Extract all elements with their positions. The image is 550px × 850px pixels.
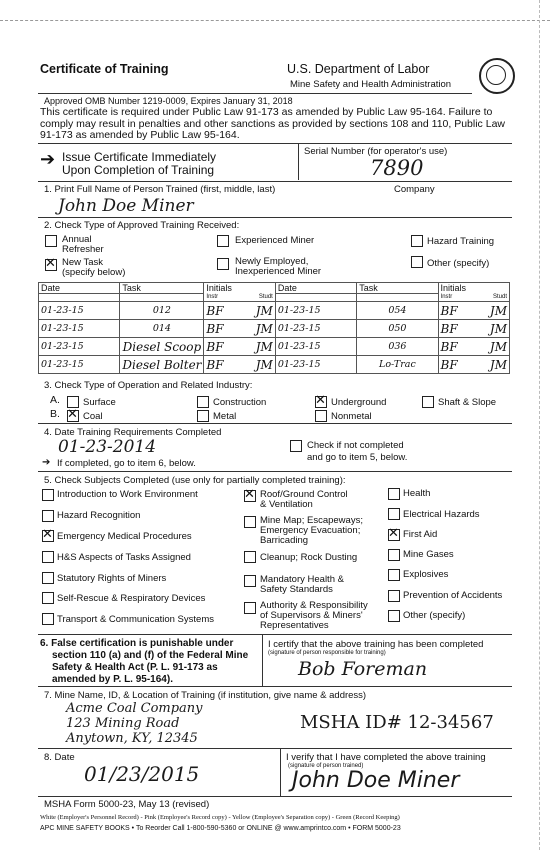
subject-checkbox[interactable] (388, 529, 400, 541)
subject-label: Roof/Ground Control (260, 489, 348, 500)
mine-name[interactable]: Acme Coal Company (66, 701, 203, 716)
company-label: Company (394, 184, 435, 195)
task-cell[interactable]: Diesel Bolter (120, 356, 204, 374)
divider (38, 471, 512, 472)
form-title: Certificate of Training (40, 62, 169, 76)
issue-line-2: Upon Completion of Training (62, 163, 215, 177)
newly-employed-checkbox[interactable] (217, 258, 229, 270)
serial-number-label: Serial Number (for operator's use) (304, 146, 448, 157)
agency-name: Mine Safety and Health Administration (290, 79, 452, 90)
subject-checkbox[interactable] (244, 602, 256, 614)
subject-checkbox[interactable] (388, 549, 400, 561)
subject-label: Mandatory Health & (260, 574, 344, 585)
date-header: Date (39, 283, 120, 294)
other-training-checkbox[interactable] (411, 256, 423, 268)
item-5-label: 5. Check Subjects Completed (use only for partially completed training): (44, 475, 346, 486)
subject-label: Explosives (403, 569, 449, 580)
nonmetal-checkbox[interactable] (315, 410, 327, 422)
subject-label-cont: Representatives (260, 620, 329, 631)
subject-label-cont: Emergency Evacuation; (260, 525, 361, 536)
subject-checkbox[interactable] (244, 490, 256, 502)
annual-refresher-checkbox[interactable] (45, 235, 57, 247)
subject-label: Mine Gases (403, 549, 454, 560)
subject-label: Electrical Hazards (403, 509, 480, 520)
subject-label-cont: Barricading (260, 535, 309, 546)
item-6-text: section 110 (a) and (f) of the Federal Mine (52, 650, 249, 661)
student-initials[interactable]: JM (255, 303, 273, 318)
instructor-initials[interactable]: BF (440, 357, 458, 372)
arrow-right-icon: ➔ (42, 457, 51, 468)
verify-statement: I verify that I have completed the above training (286, 752, 486, 763)
surface-label: Surface (83, 397, 116, 408)
subject-label: First Aid (403, 529, 438, 540)
subject-label: Emergency Medical Procedures (57, 531, 192, 542)
task-header: Task (357, 283, 438, 294)
new-task-label: New Task (62, 257, 104, 268)
msha-id-field[interactable]: MSHA ID# 12-34567 (300, 712, 494, 733)
date-cell[interactable]: 01-23-15 (39, 356, 120, 374)
item-3-label: 3. Check Type of Operation and Related Industry: (44, 380, 253, 391)
experienced-label: Experienced Miner (235, 235, 315, 246)
construction-checkbox[interactable] (197, 396, 209, 408)
training-table (38, 282, 510, 374)
student-initials[interactable]: JM (489, 339, 507, 354)
date-cell[interactable]: 01-23-15 (275, 338, 356, 356)
subject-label: Other (specify) (403, 610, 466, 621)
subject-label-cont: Safety Standards (260, 584, 333, 595)
date-cell[interactable]: 01-23-15 (39, 338, 120, 356)
instructor-initials[interactable]: BF (206, 357, 224, 372)
metal-label: Metal (213, 411, 237, 422)
subject-checkbox[interactable] (42, 510, 54, 522)
go-to-item-5-label: and go to item 5, below. (307, 452, 408, 463)
department-name: U.S. Department of Labor (287, 62, 430, 76)
metal-checkbox[interactable] (197, 410, 209, 422)
perforation (0, 20, 550, 43)
task-cell[interactable]: Lo-Trac (357, 356, 438, 374)
subject-label: Authority & Responsibility (260, 600, 368, 611)
date-cell[interactable]: 01-23-15 (39, 302, 120, 320)
experienced-miner-checkbox[interactable] (217, 235, 229, 247)
divider (38, 181, 512, 182)
subject-label: Mine Map; Escapeways; (260, 515, 363, 526)
date-field[interactable]: 01/23/2015 (84, 762, 200, 786)
mine-address-line[interactable]: Anytown, KY, 12345 (66, 731, 198, 746)
item-6-text: 6. False certification is punishable under (40, 638, 234, 649)
subject-checkbox[interactable] (42, 592, 54, 604)
trainer-signature[interactable]: Bob Foreman (298, 658, 428, 680)
subject-checkbox[interactable] (388, 590, 400, 602)
subject-label: Introduction to Work Environment (57, 489, 198, 500)
divider (38, 423, 512, 424)
item-8-label: 8. Date (44, 752, 75, 763)
item-2-label: 2. Check Type of Approved Training Received: (44, 220, 240, 231)
divider (38, 796, 512, 797)
subject-checkbox[interactable] (42, 551, 54, 563)
divider (38, 143, 512, 144)
subject-checkbox[interactable] (244, 516, 256, 528)
hazard-label: Hazard Training (427, 236, 495, 247)
studt-header: Studt (492, 294, 507, 301)
mine-address-line[interactable]: 123 Mining Road (66, 716, 180, 731)
nonmetal-label: Nonmetal (331, 411, 372, 422)
studt-header: Studt (258, 294, 273, 301)
student-initials[interactable]: JM (489, 303, 507, 318)
item-6-text: Safety & Health Act (P. L. 91-173 as (52, 662, 218, 673)
task-cell[interactable]: 036 (357, 338, 438, 356)
reorder-info: APC MINE SAFETY BOOKS • To Reorder Call 1-800-590-5360 or ONLINE @ www.amprintco.com • FORM 5000-23 (40, 825, 401, 832)
date-cell[interactable]: 01-23-15 (275, 302, 356, 320)
subject-checkbox[interactable] (388, 569, 400, 581)
dol-seal-icon (479, 58, 515, 94)
subject-label-cont: & Ventilation (260, 499, 313, 510)
divider (38, 634, 512, 635)
row-b-label: B. (50, 408, 60, 420)
divider (38, 217, 512, 218)
date-cell[interactable]: 01-23-15 (275, 356, 356, 374)
subject-checkbox[interactable] (388, 508, 400, 520)
initials-header: Initials (204, 283, 275, 294)
perforation-stub (539, 0, 550, 850)
other-training-label: Other (specify) (427, 258, 490, 269)
subject-checkbox[interactable] (42, 572, 54, 584)
copy-distribution: White (Employer's Personnel Record) - Pink (Employee's Record copy) - Yellow (Employee's Separation copy) - Green (Record Keeping) (40, 814, 400, 821)
student-initials[interactable]: JM (255, 357, 273, 372)
subject-checkbox[interactable] (42, 489, 54, 501)
table-row (39, 338, 510, 356)
construction-label: Construction (213, 397, 267, 408)
student-initials[interactable]: JM (255, 339, 273, 354)
underground-checkbox[interactable] (315, 396, 327, 408)
coal-checkbox[interactable] (67, 410, 79, 422)
annual-label: Annual (62, 234, 92, 245)
serial-number-value[interactable]: 7890 (370, 156, 424, 180)
subject-label: Transport & Communication Systems (57, 614, 214, 625)
divider (262, 634, 263, 686)
shaft-slope-checkbox[interactable] (422, 396, 434, 408)
instructor-initials[interactable]: BF (206, 303, 224, 318)
table-row (39, 356, 510, 374)
student-initials[interactable]: JM (489, 357, 507, 372)
instructor-initials[interactable]: BF (440, 303, 458, 318)
item-7-label: 7. Mine Name, ID, & Location of Training (if institution, give name & address) (44, 690, 367, 701)
subject-label-cont: of Supervisors & Miners' (260, 610, 363, 621)
task-cell[interactable]: 054 (357, 302, 438, 320)
subject-label: Prevention of Accidents (403, 590, 503, 601)
item-1-label: 1. Print Full Name of Person Trained (first, middle, last) (44, 184, 276, 195)
instr-header: Instr (440, 294, 453, 301)
instructor-initials[interactable]: BF (206, 339, 224, 354)
not-completed-label: Check if not completed (307, 440, 404, 451)
inexperienced-label: Inexperienced Miner (235, 266, 322, 277)
date-header: Date (275, 283, 356, 294)
subject-checkbox[interactable] (388, 610, 400, 622)
newly-employed-label: Newly Employed, (235, 256, 309, 267)
divider (38, 686, 512, 687)
task-cell[interactable]: 014 (120, 320, 204, 338)
legal-notice: This certificate is required under Public Law 91-173 as amended by Public Law 95-164. Failure to comply may result in penalties and other sanctions as provided by sections 108 and 110, Public Law 91-173 as amended by Public Law 95-164. (40, 106, 505, 141)
subject-checkbox[interactable] (244, 575, 256, 587)
certify-statement: I certify that the above training has been completed (268, 639, 484, 650)
header-divider (38, 93, 472, 94)
table-row (39, 302, 510, 320)
arrow-right-icon: ➔ (40, 149, 56, 169)
subject-label: Hazard Recognition (57, 510, 141, 521)
refresher-label: Refresher (62, 244, 104, 255)
instructor-initials[interactable]: BF (440, 339, 458, 354)
form-number: MSHA Form 5000-23, May 13 (revised) (44, 799, 210, 810)
completion-date-field[interactable]: 01-23-2014 (58, 437, 157, 457)
subject-checkbox[interactable] (388, 488, 400, 500)
shaft-slope-label: Shaft & Slope (438, 397, 497, 408)
instructor-initials[interactable]: BF (206, 321, 224, 336)
task-header: Task (120, 283, 204, 294)
instr-header: Instr (206, 294, 219, 301)
hazard-training-checkbox[interactable] (411, 235, 423, 247)
omb-number: Approved OMB Number 1219-0009, Expires January 31, 2018 (44, 96, 293, 106)
item-4-label: 4. Date Training Requirements Completed (44, 427, 222, 438)
divider (298, 143, 299, 180)
signature-caption: (signature of person trained) (288, 763, 364, 769)
trainee-signature[interactable]: John Doe Miner (292, 768, 460, 793)
initials-header: Initials (438, 283, 509, 294)
row-a-label: A. (50, 394, 60, 406)
date-cell[interactable]: 01-23-15 (275, 320, 356, 338)
item-6-text: amended by P. L. 95-164). (52, 674, 173, 685)
instructor-initials[interactable]: BF (440, 321, 458, 336)
task-cell[interactable]: 012 (120, 302, 204, 320)
task-cell[interactable]: Diesel Scoop (120, 338, 204, 356)
table-row (39, 320, 510, 338)
trainee-name-field[interactable]: John Doe Miner (58, 196, 194, 216)
new-task-checkbox[interactable] (45, 259, 57, 271)
task-cell[interactable]: 050 (357, 320, 438, 338)
divider (38, 748, 512, 749)
subject-label: H&S Aspects of Tasks Assigned (57, 552, 191, 563)
subject-label: Cleanup; Rock Dusting (260, 552, 358, 563)
student-initials[interactable]: JM (255, 321, 273, 336)
signature-caption: (signature of person responsible for training) (268, 650, 386, 656)
subject-checkbox[interactable] (42, 613, 54, 625)
date-cell[interactable]: 01-23-15 (39, 320, 120, 338)
divider (280, 748, 281, 796)
issue-line-1: Issue Certificate Immediately (62, 150, 217, 164)
subject-label: Statutory Rights of Miners (57, 573, 167, 584)
subject-checkbox[interactable] (42, 530, 54, 542)
underground-label: Underground (331, 397, 387, 408)
specify-label: (specify below) (62, 267, 126, 278)
student-initials[interactable]: JM (489, 321, 507, 336)
coal-label: Coal (83, 411, 103, 422)
not-completed-checkbox[interactable] (290, 440, 302, 452)
subject-label: Self-Rescue & Respiratory Devices (57, 593, 206, 604)
item-4-note: If completed, go to item 6, below. (57, 458, 196, 469)
subject-label: Health (403, 488, 431, 499)
subject-checkbox[interactable] (244, 551, 256, 563)
